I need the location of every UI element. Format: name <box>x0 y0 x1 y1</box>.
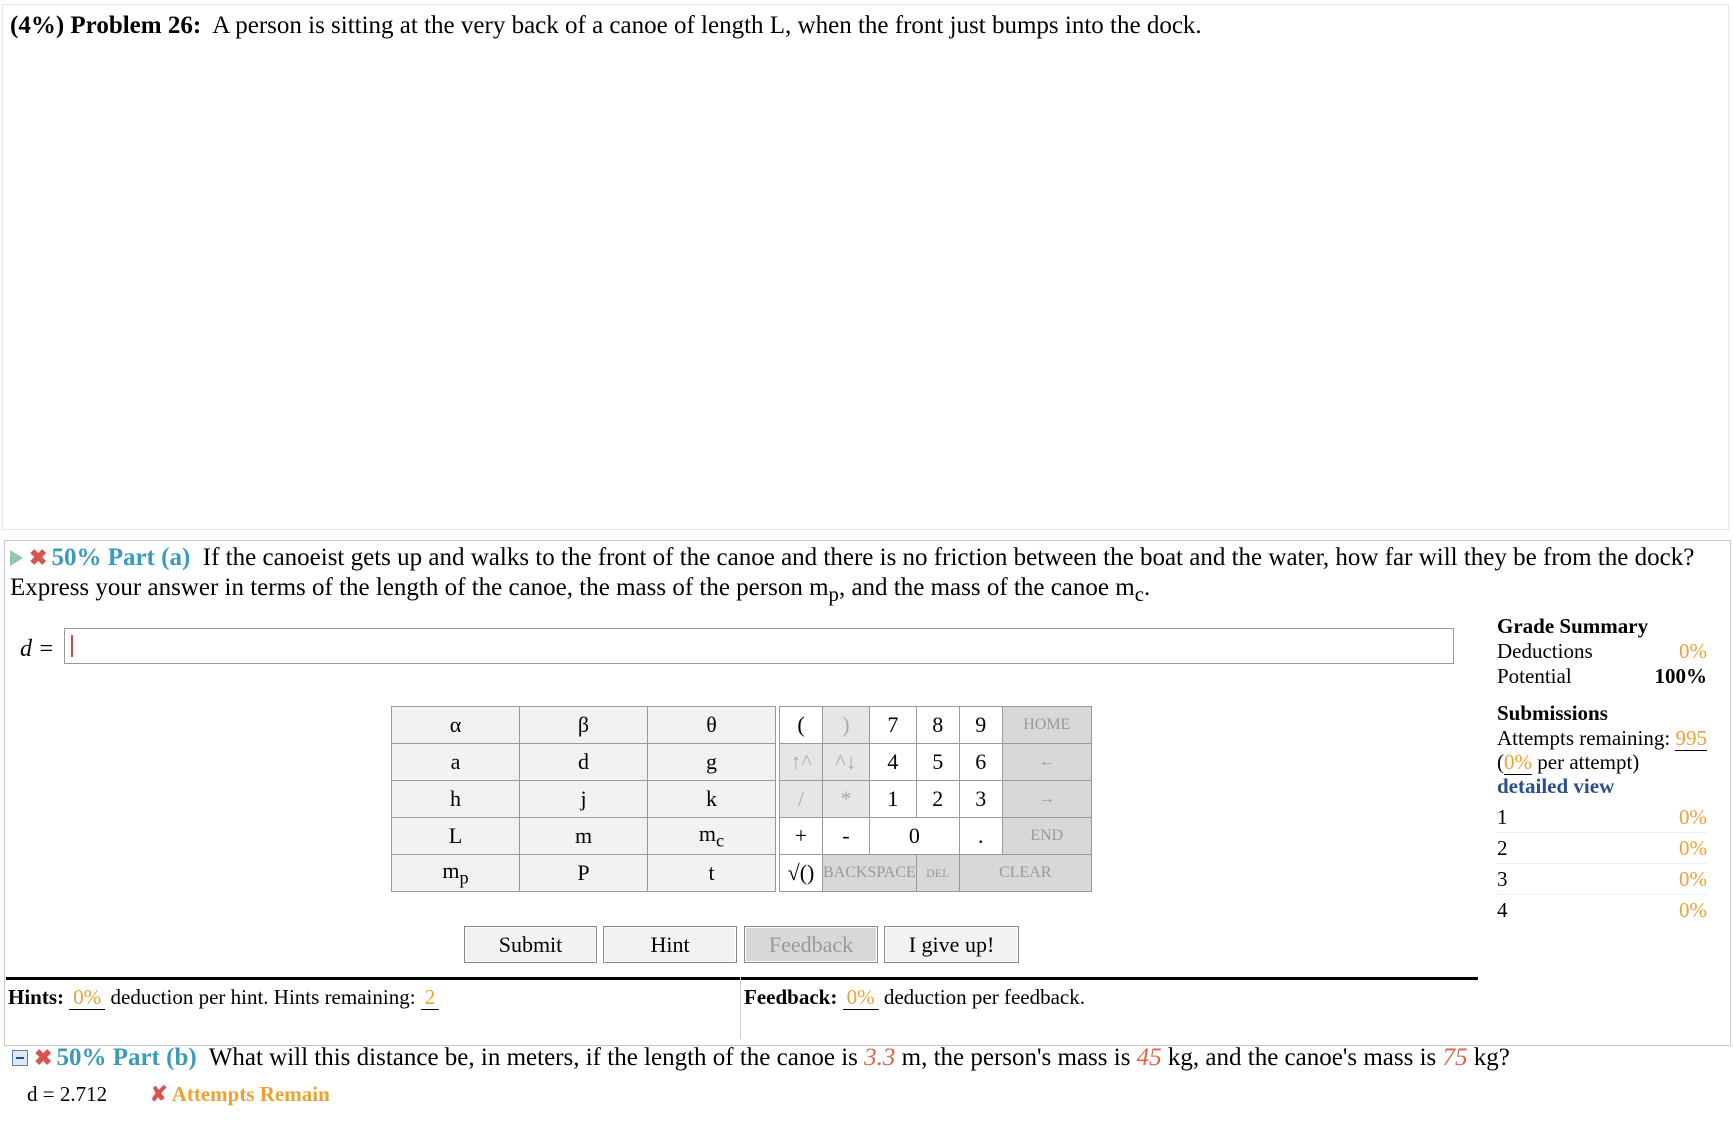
part-a-question-mid: , and the mass of the canoe m <box>838 574 1135 601</box>
key-1[interactable]: 1 <box>869 781 916 818</box>
problem-weight: (4%) <box>10 12 65 39</box>
feedback-info <box>744 985 1085 1010</box>
grade-summary-title: Grade Summary <box>1497 614 1649 638</box>
part-b-label: Part (b) <box>112 1044 197 1071</box>
hints-info <box>8 985 439 1010</box>
feedback-pct: 0% <box>843 985 879 1010</box>
key-k[interactable]: k <box>648 781 776 818</box>
expand-triangle-icon[interactable] <box>10 550 23 566</box>
per-attempt-text: per attempt) <box>1537 750 1640 774</box>
key-sqrt[interactable]: √() <box>780 855 823 892</box>
key-7[interactable]: 7 <box>869 707 916 744</box>
hints-label: Hints: <box>8 985 65 1009</box>
feedback-text: deduction per feedback. <box>883 985 1085 1009</box>
text-caret <box>71 635 73 657</box>
part-b-question <box>12 1044 1510 1072</box>
part-b-text-1: What will this distance be, in meters, if the length of the canoe is <box>208 1044 858 1071</box>
key-open-paren[interactable]: ( <box>780 707 823 744</box>
part-b-text-3: kg, and the canoe's mass is <box>1167 1044 1437 1071</box>
key-2[interactable]: 2 <box>916 781 959 818</box>
detailed-view-link[interactable]: detailed view <box>1497 774 1615 798</box>
incorrect-x-icon: ✖ <box>29 545 48 570</box>
submission-number: 3 <box>1497 867 1508 891</box>
submission-deduction: 0% <box>1679 836 1707 860</box>
key-6[interactable]: 6 <box>959 744 1002 781</box>
collapse-icon[interactable] <box>12 1050 28 1066</box>
key-end[interactable]: END <box>1002 818 1091 855</box>
feedback-button[interactable]: Feedback <box>744 926 878 963</box>
part-a-question-end: . <box>1143 574 1151 601</box>
canoe-mass-value: 75 <box>1442 1044 1468 1071</box>
problem-container <box>2 4 1729 530</box>
key-mc-subscript: c <box>715 830 725 851</box>
part-b-percent: 50% <box>56 1044 107 1071</box>
attempts-label: Attempts remaining: <box>1497 726 1671 750</box>
submit-button[interactable]: Submit <box>464 926 597 963</box>
submission-number: 4 <box>1497 898 1508 922</box>
key-multiply[interactable]: * <box>823 781 870 818</box>
hints-pct: 0% <box>69 985 105 1010</box>
part-b-status-text: Attempts Remain <box>171 1082 330 1106</box>
key-theta[interactable]: θ <box>648 707 776 744</box>
incorrect-x-icon: ✖ <box>34 1045 53 1070</box>
deductions-value: 0% <box>1679 639 1707 663</box>
part-a-question <box>10 543 1710 609</box>
submissions-title: Submissions <box>1497 701 1608 725</box>
key-t[interactable]: t <box>648 855 776 892</box>
part-a-label: Part (a) <box>107 544 191 571</box>
key-left-arrow[interactable]: ← <box>1002 744 1091 781</box>
submission-number: 2 <box>1497 836 1508 860</box>
key-decimal[interactable]: . <box>959 818 1002 855</box>
give-up-button[interactable]: I give up! <box>884 926 1019 963</box>
problem-text: A person is sitting at the very back of a canoe of length L, when the front just bumps into the dock. <box>212 12 1202 39</box>
key-a[interactable]: a <box>392 744 520 781</box>
hints-text: deduction per hint. Hints remaining: <box>110 985 416 1009</box>
per-attempt-pct: 0% <box>1504 750 1532 774</box>
key-beta[interactable]: β <box>520 707 648 744</box>
key-down-power[interactable]: ^↓ <box>823 744 870 781</box>
part-a-percent: 50% <box>51 544 102 571</box>
variable-keypad <box>391 706 776 892</box>
key-m[interactable]: m <box>520 818 648 855</box>
part-b-answer: d = 2.712 <box>27 1082 108 1106</box>
key-close-paren[interactable]: ) <box>823 707 870 744</box>
key-9[interactable]: 9 <box>959 707 1002 744</box>
person-mass-value: 45 <box>1136 1044 1162 1071</box>
attempts-remaining: 995 <box>1675 726 1707 750</box>
answer-label: d = <box>20 636 55 662</box>
deductions-label: Deductions <box>1497 639 1593 663</box>
submission-number: 1 <box>1497 805 1508 829</box>
submission-deduction: 0% <box>1679 867 1707 891</box>
key-alpha[interactable]: α <box>392 707 520 744</box>
part-a-question-text: If the canoeist gets up and walks to the front of the canoe and there is no friction between the boat and the water, how far will they be from the dock? Express your answer in terms of the length of the canoe, the mass of the person m <box>10 544 1695 601</box>
hint-button[interactable]: Hint <box>603 926 737 963</box>
key-P[interactable]: P <box>520 855 648 892</box>
hints-remaining: 2 <box>421 985 440 1010</box>
status-x-icon: ✘ <box>150 1082 168 1106</box>
key-plus[interactable]: + <box>780 818 823 855</box>
key-g[interactable]: g <box>648 744 776 781</box>
key-mp-subscript: p <box>459 867 469 888</box>
part-b-text-2: m, the person's mass is <box>901 1044 1131 1071</box>
hints-feedback-divider <box>740 977 741 1039</box>
key-5[interactable]: 5 <box>916 744 959 781</box>
numeric-keypad <box>779 706 1092 892</box>
feedback-label: Feedback: <box>744 985 838 1009</box>
key-L[interactable]: L <box>392 818 520 855</box>
answer-input[interactable] <box>64 628 1454 664</box>
key-backspace[interactable]: BACKSPACE <box>823 855 917 892</box>
key-divide[interactable]: / <box>780 781 823 818</box>
part-b-text-4: kg? <box>1473 1044 1510 1071</box>
submission-deduction: 0% <box>1679 805 1707 829</box>
subscript-c: c <box>1134 582 1144 606</box>
key-del[interactable]: DEL <box>916 855 959 892</box>
key-3[interactable]: 3 <box>959 781 1002 818</box>
part-b-status <box>150 1082 330 1107</box>
key-mc[interactable]: $m_c$ <box>648 818 776 855</box>
submission-deduction: 0% <box>1679 898 1707 922</box>
key-8[interactable]: 8 <box>916 707 959 744</box>
problem-statement <box>10 12 1202 40</box>
key-d[interactable]: d <box>520 744 648 781</box>
key-up-power[interactable]: ↑^ <box>780 744 823 781</box>
key-mp[interactable]: $m_p$ <box>392 855 520 892</box>
key-j[interactable]: j <box>520 781 648 818</box>
potential-value: 100% <box>1654 664 1707 688</box>
key-home[interactable]: HOME <box>1002 707 1091 744</box>
hints-divider <box>6 977 1478 980</box>
grade-summary: Grade Summary Deductions 0% Potential 100% Submissions Attempts remaining: 995 (0% per attempt) detailed view 1 0% 2 0% 3 0% 4 0% <box>1497 614 1707 925</box>
key-0[interactable]: 0 <box>869 818 959 855</box>
canoe-length-value: 3.3 <box>864 1044 896 1071</box>
key-clear[interactable]: CLEAR <box>959 855 1091 892</box>
key-4[interactable]: 4 <box>869 744 916 781</box>
key-minus[interactable]: - <box>823 818 870 855</box>
key-right-arrow[interactable]: → <box>1002 781 1091 818</box>
problem-label: Problem 26: <box>70 12 202 39</box>
subscript-p: p <box>828 582 839 606</box>
potential-label: Potential <box>1497 664 1572 688</box>
key-h[interactable]: h <box>392 781 520 818</box>
